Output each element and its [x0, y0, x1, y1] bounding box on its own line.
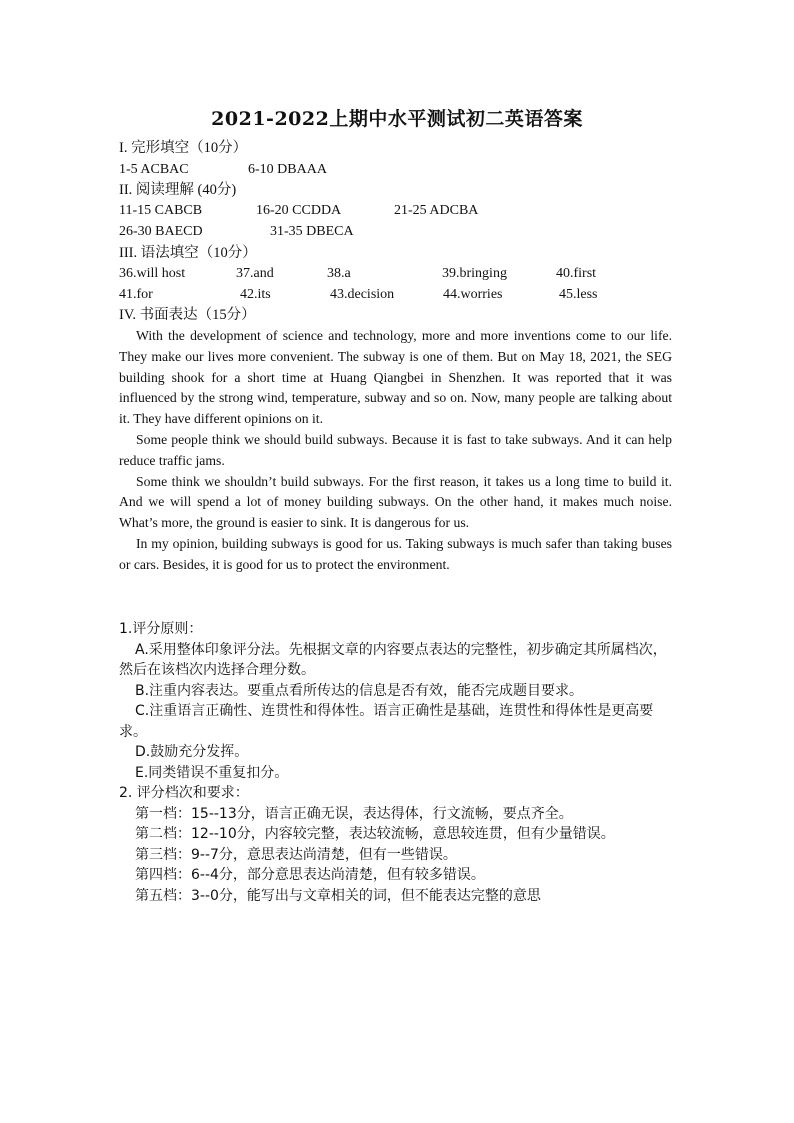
answer-item: 43.decision — [330, 287, 395, 302]
essay-paragraph: Some think we shouldn’t build subways. For the first reason, it takes us a long time to build it. And we will spend a lot of money building subways. On the other hand, it makes much noise. What’s more, the ground is easier to sink. It is dangerous for us. — [119, 473, 672, 531]
answer-group: 1-5 ACBAC — [119, 162, 189, 177]
answer-group: 26-30 BAECD — [119, 224, 203, 239]
model-essay — [119, 326, 672, 576]
section4-heading: IV. 书面表达（15分） — [119, 307, 256, 323]
answer-item: 39.bringing — [442, 266, 507, 281]
answer-group: 16-20 CCDDA — [256, 203, 342, 218]
section3-heading: III. 语法填空（10分） — [119, 245, 257, 261]
principles-heading: 1.评分原则： — [119, 621, 203, 637]
essay-paragraph: Some people think we should build subways. Because it is fast to take subways. And it can help reduce traffic jams. — [119, 431, 672, 468]
principle-item: C.注重语言正确性、连贯性和得体性。语言正确性是基础，连贯性和得体性是更高要求。 — [119, 703, 654, 740]
level-item: 第四档：6--4分，部分意思表达尚清楚，但有较多错误。 — [135, 867, 485, 883]
answer-group: 11-15 CABCB — [119, 203, 203, 218]
answer-item: 37.and — [236, 266, 274, 281]
level-item: 第一档：15--13分，语言正确无误，表达得体，行文流畅，要点齐全。 — [135, 805, 573, 822]
level-item: 第五档：3--0分，能写出与文章相关的词，但不能表达完整的意思 — [135, 887, 541, 904]
page-title: 2021-2022上期中水平测试初二英语答案 — [211, 108, 583, 130]
answer-group: 6-10 DBAAA — [248, 162, 327, 177]
answer-item: 41.for — [119, 287, 153, 302]
principle-item: D.鼓励充分发挥。 — [135, 744, 249, 760]
answer-group: 21-25 ADCBA — [394, 203, 479, 218]
essay-paragraph: In my opinion, building subways is good for us. Taking subways is much safer than taking buses or cars. Besides, it is good for us to protect the environment. — [119, 535, 672, 572]
essay-paragraph: With the development of science and technology, more and more inventions come to our life. They make our lives more convenient. The subway is one of them. But on May 18, 2021, the SEG building shook for a short time at Huang Qiangbei in Shenzhen. It was reported that it was influenced by the strong wind, temperature, subway and so on. Now, many people are talking about it. They have different opinions on it. — [119, 328, 672, 427]
level-item: 第三档：9--7分，意思表达尚清楚，但有一些错误。 — [135, 846, 457, 863]
principle-item: E.同类错误不重复扣分。 — [135, 764, 289, 781]
answer-item: 36.will host — [119, 266, 186, 281]
answer-group: 31-35 DBECA — [270, 224, 354, 239]
answer-item: 45.less — [559, 287, 598, 302]
answer-item: 42.its — [240, 287, 271, 302]
section1-heading: I. 完形填空（10分） — [119, 140, 248, 156]
answer-item: 40.first — [556, 266, 597, 281]
principle-item: B.注重内容表达。要重点看所传达的信息是否有效，能否完成题目要求。 — [135, 682, 584, 699]
principle-item: A.采用整体印象评分法。先根据文章的内容要点表达的完整性，初步确定其所属档次，然后在该档次内选择合理分数。 — [119, 641, 667, 678]
section2-heading: II. 阅读理解 (40分) — [119, 182, 237, 198]
scoring-rules — [119, 619, 675, 906]
answer-item: 38.a — [327, 266, 351, 281]
level-item: 第二档：12--10分，内容较完整，表达较流畅，意思较连贯，但有少量错误。 — [135, 826, 615, 842]
answer-item: 44.worries — [443, 287, 503, 302]
levels-heading: 2. 评分档次和要求： — [119, 785, 249, 801]
